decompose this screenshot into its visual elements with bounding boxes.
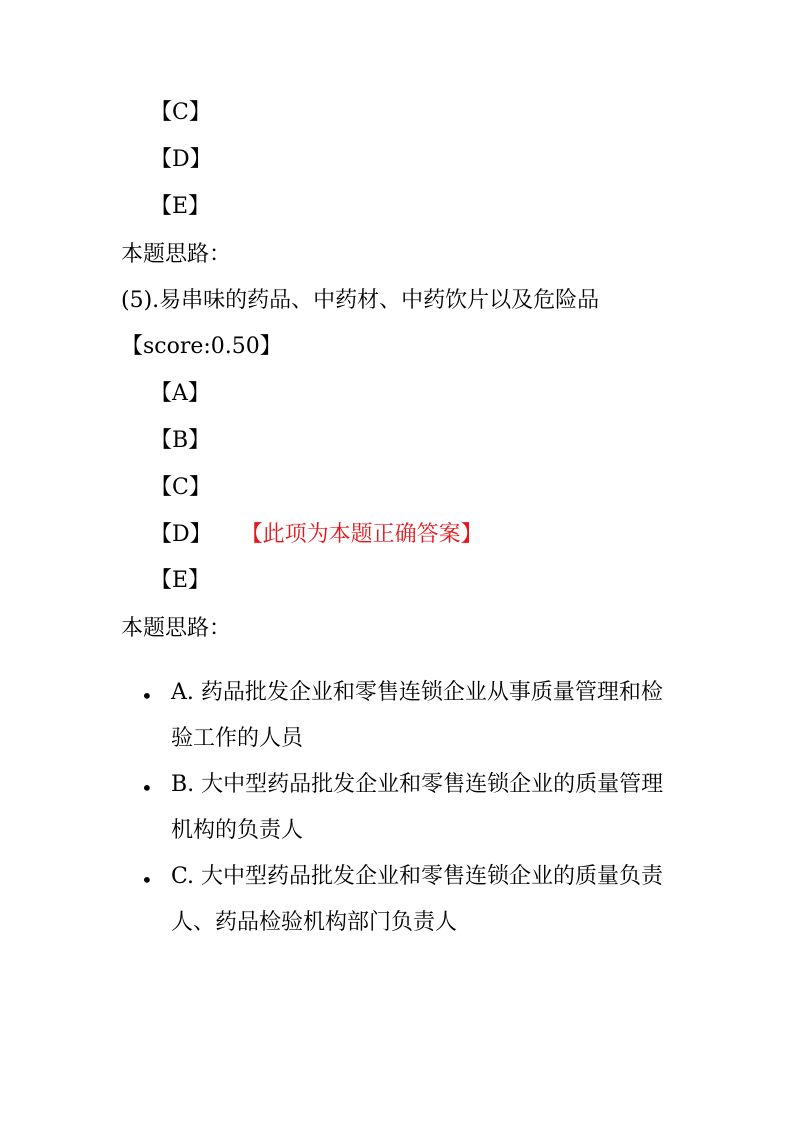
question-score: 【score:0.50】 bbox=[121, 334, 282, 359]
list-item: A. 药品批发企业和零售连锁企业从事质量管理和检验工作的人员 bbox=[171, 680, 663, 751]
option-d: 【D】 bbox=[150, 522, 212, 547]
hint-label: 本题思路： bbox=[121, 242, 232, 267]
list-item: B. 大中型药品批发企业和零售连锁企业的质量管理机构的负责人 bbox=[171, 772, 664, 843]
option-b: 【B】 bbox=[150, 428, 211, 453]
option-a: 【A】 bbox=[150, 381, 210, 406]
bullet-icon: • bbox=[141, 684, 153, 708]
option-c: 【C】 bbox=[150, 100, 211, 125]
correct-answer-marker: 【此项为本题正确答案】 bbox=[251, 522, 483, 547]
hint-label: 本题思路： bbox=[121, 616, 232, 641]
option-c: 【C】 bbox=[150, 475, 211, 500]
option-d-row bbox=[150, 520, 483, 550]
list-item: C. 大中型药品批发企业和零售连锁企业的质量负责人、药品检验机构部门负责人 bbox=[171, 864, 664, 935]
bullet-icon: • bbox=[141, 776, 153, 800]
option-e: 【E】 bbox=[150, 568, 211, 593]
option-d: 【D】 bbox=[150, 147, 212, 172]
bullet-icon: • bbox=[141, 868, 153, 892]
option-e: 【E】 bbox=[150, 194, 211, 219]
question-stem: (5).易串味的药品、中药材、中药饮片以及危险品 bbox=[121, 288, 600, 313]
